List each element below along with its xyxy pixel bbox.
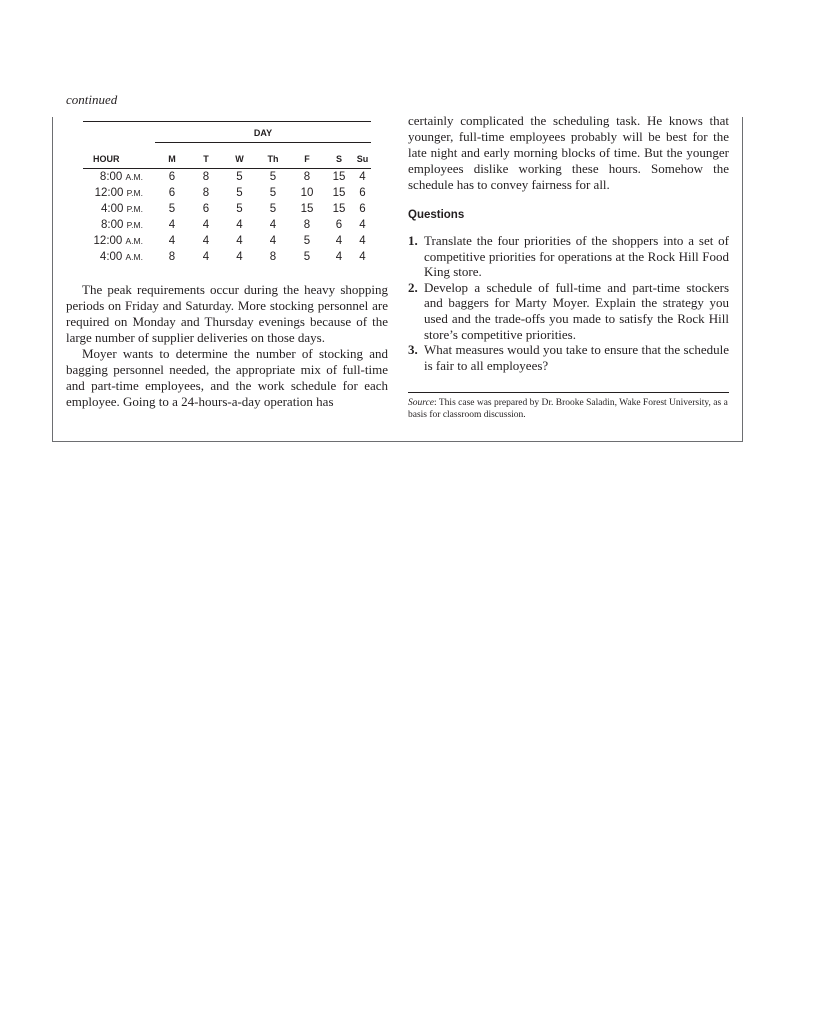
question-number: 3. xyxy=(408,342,418,358)
question-number: 2. xyxy=(408,279,418,295)
table-cell: 8 xyxy=(303,219,311,231)
questions-list xyxy=(408,233,729,373)
hour-cell xyxy=(83,185,155,201)
table-cell: 4 xyxy=(359,235,366,247)
question-text: Translate the four priorities of the shoppers into a set of competitive priorities for operations at the Rock Hill Food King store. xyxy=(424,233,729,280)
hour-period: A.M. xyxy=(125,236,143,246)
hour-time: 12:00 xyxy=(93,235,123,247)
question-number: 1. xyxy=(408,233,418,248)
table-cell: 6 xyxy=(202,203,210,215)
column-header: F xyxy=(290,143,324,169)
day-header: DAY xyxy=(155,122,371,143)
body-paragraph: certainly complicated the scheduling task. He knows that younger, full-time employees probably will be best for the late night and early morning blocks of time. But the younger employees dislike working these hours. Somehow the schedule has to convey fairness for all. xyxy=(408,113,729,192)
table-cell: 15 xyxy=(300,203,314,215)
table-cell: 4 xyxy=(236,235,243,247)
table-cell: 6 xyxy=(335,219,343,231)
table-cell: 6 xyxy=(359,203,366,215)
source-divider xyxy=(408,392,729,393)
table-cell: 4 xyxy=(269,219,277,231)
table-cell: 8 xyxy=(202,171,210,183)
table-cell: 5 xyxy=(269,187,277,199)
table-row xyxy=(83,217,371,233)
question-text: Develop a schedule of full-time and part-time stockers and baggers for Marty Moyer. Explain the strategy you used and the trade-offs you made to satisfy the Rock Hill store’s competitive priorities. xyxy=(424,279,729,342)
table-cell: 4 xyxy=(236,219,243,231)
source-text: : This case was prepared by Dr. Brooke Saladin, Wake Forest University, as a basis for classroom discussion. xyxy=(408,398,728,420)
table-cell: 5 xyxy=(168,203,176,215)
hour-cell xyxy=(83,169,155,186)
table-cell: 4 xyxy=(359,251,366,263)
table-cell: 6 xyxy=(168,171,176,183)
question-item xyxy=(408,233,729,280)
hour-time: 8:00 xyxy=(99,171,123,183)
hour-time: 12:00 xyxy=(94,187,124,199)
table-cell: 4 xyxy=(202,235,210,247)
column-header: W xyxy=(223,143,256,169)
hour-cell xyxy=(83,201,155,217)
body-paragraph: The peak requirements occur during the heavy shopping periods on Friday and Saturday. More stocking personnel are required on Monday and Thursday evenings because of the large number of supplier deliveries on those days. xyxy=(66,282,388,345)
table-cell: 5 xyxy=(236,187,243,199)
table-row xyxy=(83,169,371,186)
hour-cell xyxy=(83,249,155,265)
body-paragraph: Moyer wants to determine the number of stocking and bagging personnel needed, the appropriate mix of full-time and part-time employees, and the work schedule for each employee. Going to a 24-hours-a-day operation has xyxy=(66,346,388,409)
hour-period: P.M. xyxy=(126,220,143,230)
hour-time: 8:00 xyxy=(101,219,124,231)
column-header: Th xyxy=(256,143,290,169)
hour-period: P.M. xyxy=(126,188,143,198)
question-item xyxy=(408,342,729,373)
column-header: S xyxy=(324,143,354,169)
table-cell: 8 xyxy=(168,251,176,263)
table-cell: 4 xyxy=(335,235,343,247)
right-column-text xyxy=(408,113,729,193)
table-cell: 4 xyxy=(202,251,210,263)
table-cell: 4 xyxy=(168,219,176,231)
table-row xyxy=(83,233,371,249)
hour-period: A.M. xyxy=(125,172,143,182)
table-cell: 5 xyxy=(269,171,277,183)
table-cell: 8 xyxy=(202,187,210,199)
hour-period: P.M. xyxy=(126,204,143,214)
table-cell: 15 xyxy=(332,187,346,199)
table-cell: 4 xyxy=(168,235,176,247)
question-item xyxy=(408,280,729,342)
table-cell: 6 xyxy=(359,187,366,199)
table-cell: 8 xyxy=(303,171,311,183)
column-header: T xyxy=(189,143,223,169)
table-cell: 5 xyxy=(303,251,311,263)
questions-heading: Questions xyxy=(408,209,465,221)
table-cell: 6 xyxy=(168,187,176,199)
source-note xyxy=(408,397,729,421)
table-cell: 4 xyxy=(335,251,343,263)
hour-time: 4:00 xyxy=(99,251,123,263)
table-cell: 4 xyxy=(269,235,277,247)
table-cell: 15 xyxy=(332,171,346,183)
question-text: What measures would you take to ensure that the schedule is fair to all employees? xyxy=(424,342,729,373)
hour-header: HOUR xyxy=(83,143,155,169)
hour-period: A.M. xyxy=(125,252,143,262)
source-label: Source xyxy=(408,398,435,408)
table-row xyxy=(83,249,371,265)
continued-label: continued xyxy=(66,92,118,107)
table-row xyxy=(83,201,371,217)
hour-cell xyxy=(83,217,155,233)
column-header: Su xyxy=(354,143,371,169)
hour-cell xyxy=(83,233,155,249)
table-cell: 15 xyxy=(332,203,346,215)
table-cell: 4 xyxy=(236,251,243,263)
table-cell: 5 xyxy=(303,235,311,247)
table-cell: 5 xyxy=(236,171,243,183)
column-header: M xyxy=(155,143,189,169)
hour-time: 4:00 xyxy=(101,203,124,215)
left-column-text xyxy=(66,282,388,410)
table-column-header-row xyxy=(83,143,371,169)
table-cell: 10 xyxy=(300,187,314,199)
staffing-table xyxy=(83,121,371,265)
table-cell: 4 xyxy=(359,219,366,231)
table-cell: 4 xyxy=(202,219,210,231)
table-cell: 4 xyxy=(359,171,366,183)
table-row xyxy=(83,185,371,201)
table-day-header-row xyxy=(83,122,371,143)
table-cell: 5 xyxy=(269,203,277,215)
table-cell: 8 xyxy=(269,251,277,263)
table-cell: 5 xyxy=(236,203,243,215)
